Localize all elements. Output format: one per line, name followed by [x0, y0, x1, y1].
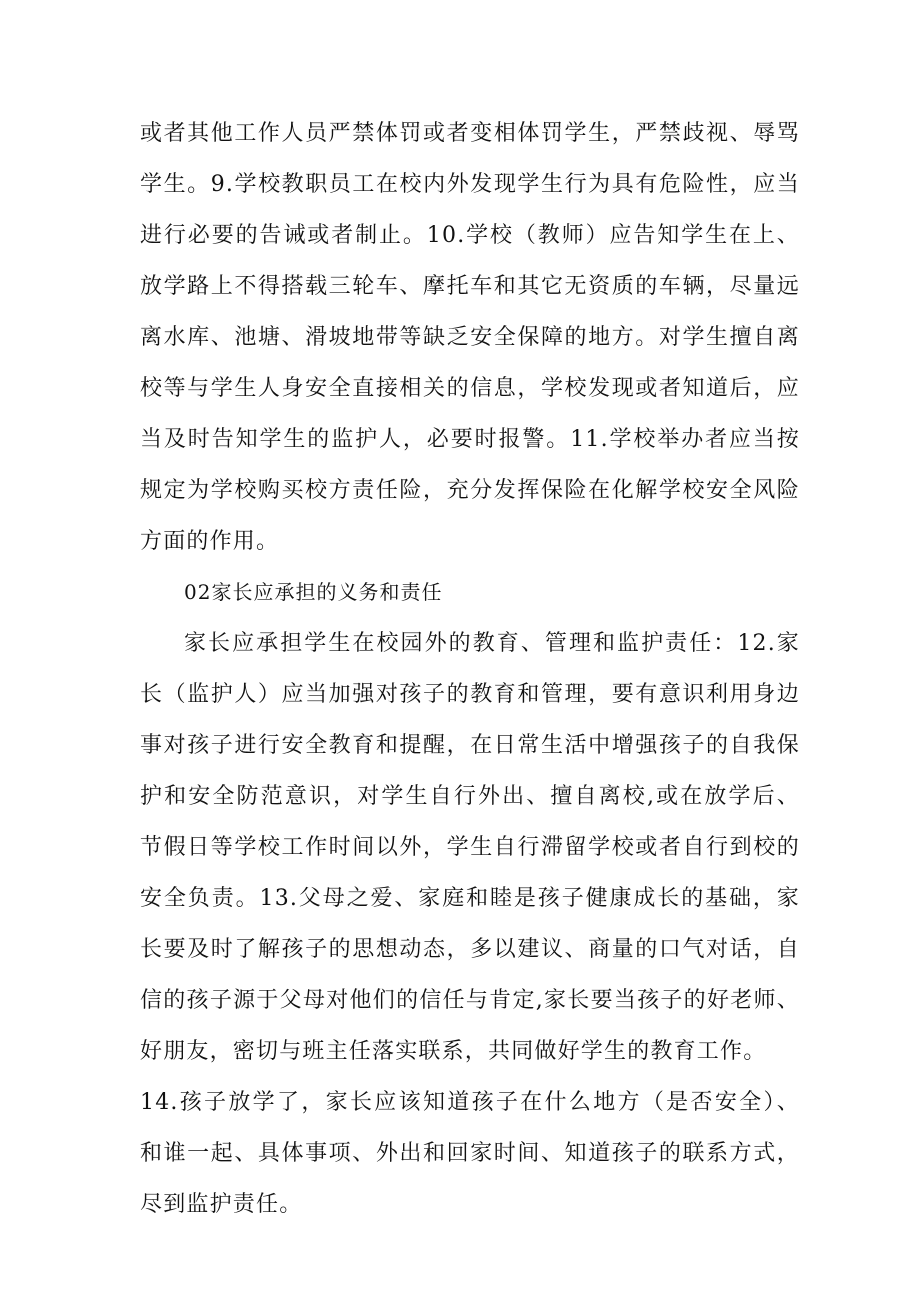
text-line-16: 安全负责。13.父母之爱、家庭和睦是孩子健康成长的基础，家: [140, 886, 800, 911]
text-line-4: 放学路上不得搭载三轮车、摩托车和其它无资质的车辆，尽量远: [140, 274, 800, 299]
text-line-17: 长要及时了解孩子的思想动态，多以建议、商量的口气对话，自: [140, 937, 800, 962]
text-line-15: 节假日等学校工作时间以外，学生自行滞留学校或者自行到校的: [140, 835, 800, 860]
text-line-19: 好朋友，密切与班主任落实联系，共同做好学生的教育工作。: [140, 1039, 767, 1064]
text-line-9: 方面的作用。: [140, 529, 280, 554]
text-line-5: 离水库、池塘、滑坡地带等缺乏安全保障的地方。对学生擅自离: [140, 325, 800, 350]
text-line-18: 信的孩子源于父母对他们的信任与肯定,家长要当孩子的好老师、: [140, 988, 800, 1013]
text-line-1: 或者其他工作人员严禁体罚或者变相体罚学生，严禁歧视、辱骂: [140, 121, 800, 146]
text-line-14: 护和安全防范意识，对学生自行外出、擅自离校,或在放学后、: [140, 784, 800, 809]
text-line-2: 学生。9.学校教职员工在校内外发现学生行为具有危险性，应当: [140, 172, 800, 197]
text-line-22: 尽到监护责任。: [140, 1192, 303, 1217]
text-line-11: 家长应承担学生在校园外的教育、管理和监护责任：12.家: [184, 631, 800, 656]
text-line-3: 进行必要的告诫或者制止。10.学校（教师）应告知学生在上、: [140, 223, 800, 248]
text-line-13: 事对孩子进行安全教育和提醒，在日常生活中增强孩子的自我保: [140, 733, 800, 758]
text-line-6: 校等与学生人身安全直接相关的信息，学校发现或者知道后，应: [140, 376, 800, 401]
text-line-21: 和谁一起、具体事项、外出和回家时间、知道孩子的联系方式，: [140, 1141, 800, 1166]
text-line-20: 14.孩子放学了，家长应该知道孩子在什么地方（是否安全）、: [140, 1090, 800, 1115]
text-line-12: 长（监护人）应当加强对孩子的教育和管理，要有意识利用身边: [140, 682, 800, 707]
text-line-8: 规定为学校购买校方责任险，充分发挥保险在化解学校安全风险: [140, 478, 800, 503]
section-heading: 02家长应承担的义务和责任: [184, 580, 443, 604]
text-line-7: 当及时告知学生的监护人，必要时报警。11.学校举办者应当按: [140, 427, 800, 452]
document-body: [140, 108, 800, 1230]
